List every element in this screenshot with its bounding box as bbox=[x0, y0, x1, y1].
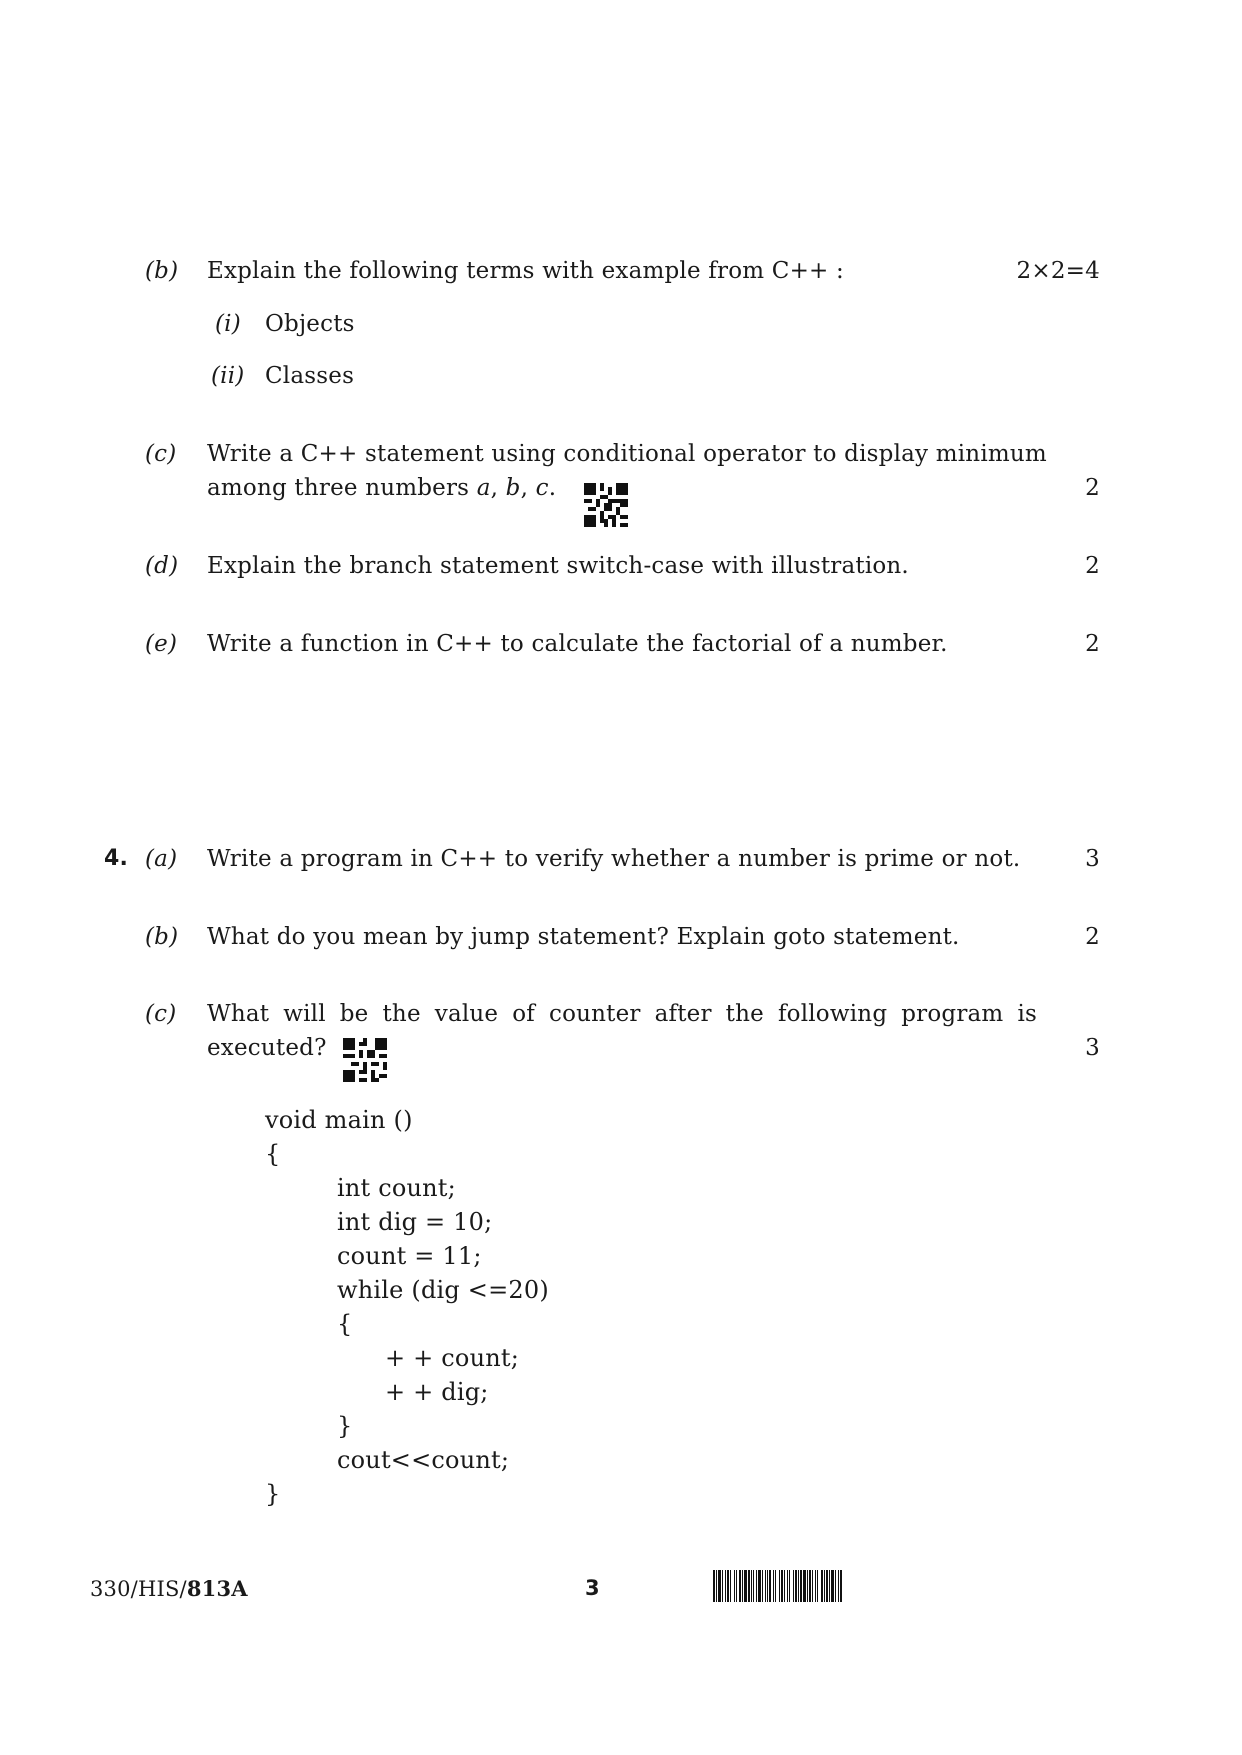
q3c-sep2: , bbox=[520, 475, 536, 501]
q3d-label: (d) bbox=[145, 553, 179, 579]
code-line-7: { bbox=[337, 1310, 353, 1338]
q4a-text: Write a program in C++ to verify whether a number is prime or not. bbox=[207, 846, 1021, 872]
q4a-marks: 3 bbox=[1085, 846, 1100, 872]
q3e-label: (e) bbox=[145, 631, 178, 657]
q3b-item-i-text: Objects bbox=[265, 311, 355, 337]
q3d-marks: 2 bbox=[1085, 553, 1100, 579]
paper-code bbox=[90, 1576, 248, 1601]
code-line-10: } bbox=[337, 1412, 353, 1440]
q3d-text: Explain the branch statement switch-case with illustration. bbox=[207, 553, 909, 579]
q4b-text: What do you mean by jump statement? Explain goto statement. bbox=[207, 924, 960, 950]
q4a-label: (a) bbox=[145, 846, 178, 872]
code-line-2: { bbox=[265, 1140, 281, 1168]
q3c-line2-pre: among three numbers bbox=[207, 475, 477, 501]
q3c-end: . bbox=[548, 475, 557, 501]
paper-code-bold: 813A bbox=[186, 1576, 248, 1601]
code-line-12: } bbox=[265, 1480, 281, 1508]
q3c-var-c: c bbox=[535, 475, 549, 501]
q3b-label: (b) bbox=[145, 258, 179, 284]
q3e-marks: 2 bbox=[1085, 631, 1100, 657]
q3b-marks: 2×2=4 bbox=[1016, 258, 1100, 284]
code-line-3: int count; bbox=[337, 1174, 456, 1202]
q4c-line2: executed? bbox=[207, 1035, 327, 1061]
code-line-11: cout<<count; bbox=[337, 1446, 510, 1474]
page-number: 3 bbox=[585, 1576, 600, 1600]
code-line-6: while (dig <=20) bbox=[337, 1276, 549, 1304]
q3c-var-a: a bbox=[476, 475, 491, 501]
barcode-icon bbox=[713, 1570, 993, 1608]
q3b-item-ii-label: (ii) bbox=[211, 363, 245, 389]
code-line-5: count = 11; bbox=[337, 1242, 482, 1270]
code-line-8: + + count; bbox=[385, 1344, 520, 1372]
q3b-item-ii-text: Classes bbox=[265, 363, 355, 389]
q3c-line1: Write a C++ statement using conditional operator to display minimum bbox=[207, 441, 1047, 467]
q3c-line2 bbox=[207, 475, 556, 501]
paper-code-prefix: 330/HIS/ bbox=[90, 1577, 187, 1601]
q3c-label: (c) bbox=[145, 441, 177, 467]
q3c-var-b: b bbox=[505, 475, 521, 501]
code-line-9: + + dig; bbox=[385, 1378, 489, 1406]
q3c-marks: 2 bbox=[1085, 475, 1100, 501]
q3e-text: Write a function in C++ to calculate the factorial of a number. bbox=[207, 631, 948, 657]
q3b-item-i-label: (i) bbox=[215, 311, 241, 337]
q4b-label: (b) bbox=[145, 924, 179, 950]
code-line-4: int dig = 10; bbox=[337, 1208, 493, 1236]
q4-number: 4. bbox=[104, 846, 129, 871]
q4c-line1: What will be the value of counter after the following program is bbox=[207, 1001, 1037, 1027]
code-line-1: void main () bbox=[265, 1106, 413, 1134]
q4c-label: (c) bbox=[145, 1001, 177, 1027]
qr-code-icon bbox=[584, 483, 628, 527]
q3c-sep1: , bbox=[490, 475, 506, 501]
q4c-marks: 3 bbox=[1085, 1035, 1100, 1061]
q4b-marks: 2 bbox=[1085, 924, 1100, 950]
qr-code-icon bbox=[343, 1038, 387, 1082]
q3b-text: Explain the following terms with example from C++ : bbox=[207, 258, 844, 284]
